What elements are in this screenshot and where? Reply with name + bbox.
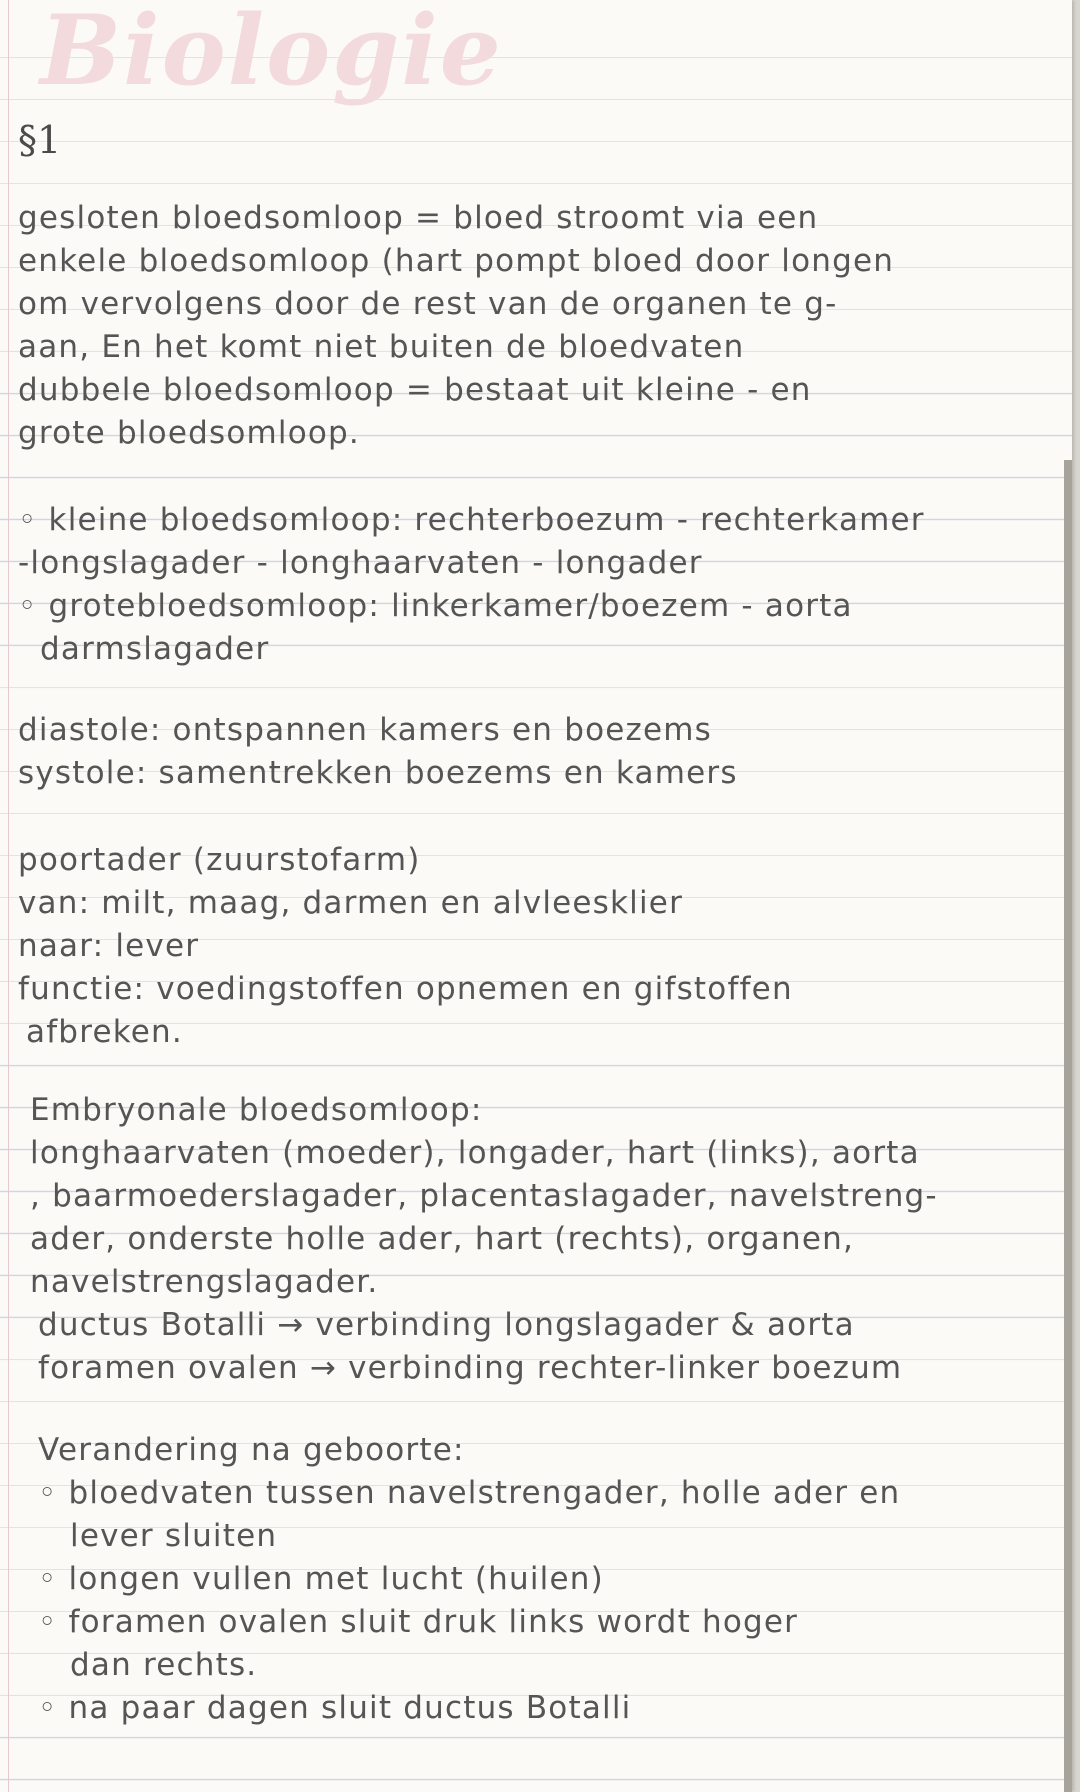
text-line-6: grote bloedsomloop. (18, 415, 360, 451)
text-line-20: , baarmoederslagader, placentaslagader, navelstreng- (30, 1178, 938, 1214)
text-line-14: van: milt, maag, darmen en alvleesklier (18, 885, 684, 921)
text-line-16: functie: voedingstoffen opnemen en gifstoffen (18, 971, 793, 1007)
text-line-19: longhaarvaten (moeder), longader, hart (links), aorta (30, 1135, 920, 1171)
text-line-10: darmslagader (40, 631, 270, 667)
text-line-22: navelstrengslagader. (30, 1264, 379, 1300)
text-line-31: ◦ na paar dagen sluit ductus Botalli (38, 1690, 632, 1726)
text-line-21: ader, onderste holle ader, hart (rechts), organen, (30, 1221, 854, 1257)
text-line-13: poortader (zuurstofarm) (18, 842, 421, 878)
text-line-30: dan rechts. (70, 1647, 258, 1683)
text-line-26: ◦ bloedvaten tussen navelstrengader, holle ader en (38, 1475, 901, 1511)
text-line-11: diastole: ontspannen kamers en boezems (18, 712, 713, 748)
text-line-3: om vervolgens door de rest van de organen te g- (18, 286, 838, 322)
text-line-24: foramen ovalen → verbinding rechter-linker boezum (38, 1350, 903, 1386)
paragraph-heading: §1 (18, 118, 62, 162)
text-line-8: -longslagader - longhaarvaten - longader (18, 545, 703, 581)
text-line-15: naar: lever (18, 928, 200, 964)
text-line-7: ◦ kleine bloedsomloop: rechterboezum - rechterkamer (18, 502, 925, 538)
text-line-5: dubbele bloedsomloop = bestaat uit kleine - en (18, 372, 812, 408)
margin-line (8, 0, 9, 1792)
text-line-17: afbreken. (26, 1014, 183, 1050)
text-line-18: Embryonale bloedsomloop: (30, 1092, 483, 1128)
text-line-1: gesloten bloedsomloop = bloed stroomt via een (18, 200, 819, 236)
text-line-25: Verandering na geboorte: (38, 1432, 465, 1468)
text-line-4: aan, En het komt niet buiten de bloedvaten (18, 329, 745, 365)
page-edge-shadow (1064, 460, 1072, 1792)
text-line-9: ◦ grotebloedsomloop: linkerkamer/boezem - aorta (18, 588, 853, 624)
text-line-2: enkele bloedsomloop (hart pompt bloed door longen (18, 243, 895, 279)
text-line-12: systole: samentrekken boezems en kamers (18, 755, 738, 791)
text-line-23: ductus Botalli → verbinding longslagader & aorta (38, 1307, 855, 1343)
faded-title-watermark: Biologie (40, 0, 503, 107)
text-line-27: lever sluiten (70, 1518, 278, 1554)
text-line-28: ◦ longen vullen met lucht (huilen) (38, 1561, 604, 1597)
text-line-29: ◦ foramen ovalen sluit druk links wordt hoger (38, 1604, 799, 1640)
